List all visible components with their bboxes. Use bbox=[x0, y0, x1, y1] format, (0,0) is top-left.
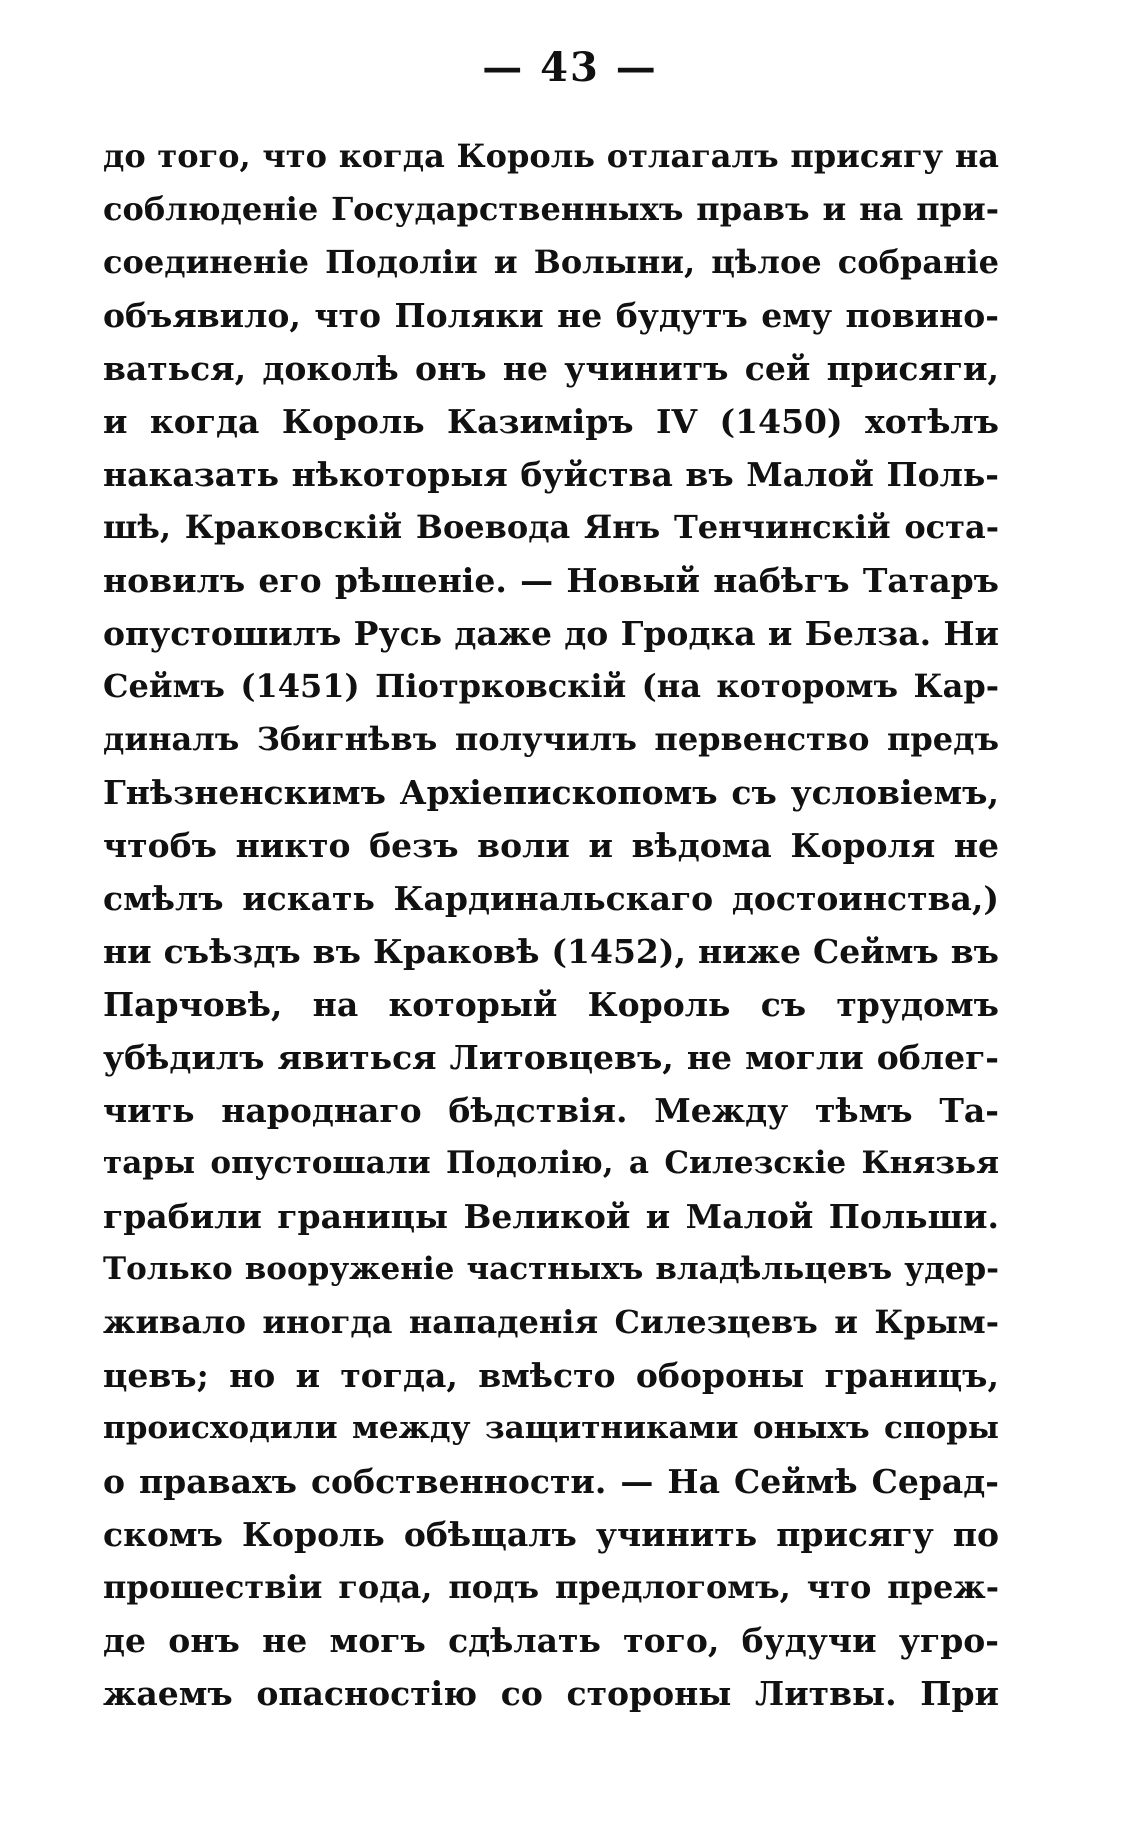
text-line: чить народнаго бѣдствія. Между тѣмъ Та- bbox=[103, 1091, 999, 1130]
text-line: жаемъ опасностію со стороны Литвы. При bbox=[103, 1674, 999, 1713]
text-line: Только вооруженіе частныхъ владѣльцевъ удер- bbox=[103, 1251, 999, 1287]
text-line: до того, что когда Король отлагалъ присягу на bbox=[103, 137, 999, 175]
text-line: диналъ Збигнѣвъ получилъ первенство предъ bbox=[103, 720, 999, 758]
text-line: тары опустошали Подолію, а Силезскіе Князья bbox=[103, 1145, 999, 1181]
text-line: соединеніе Подоліи и Волыни, цѣлое собраніе bbox=[103, 243, 999, 281]
text-line: соблюденіе Государственныхъ правъ и на при- bbox=[103, 190, 999, 228]
text-line: опустошилъ Русь даже до Гродка и Белза. Ни bbox=[103, 614, 999, 653]
text-line: Гнѣзненскимъ Архіепископомъ съ условіемъ, bbox=[103, 773, 999, 812]
text-line: Парчовѣ, на который Король съ трудомъ bbox=[103, 985, 999, 1024]
text-line: смѣлъ искать Кардинальскаго достоинства,) bbox=[103, 879, 999, 918]
text-line: объявило, что Поляки не будутъ ему повино- bbox=[103, 296, 999, 335]
page-number: — 43 — bbox=[482, 44, 658, 91]
body-text bbox=[103, 130, 999, 1720]
text-line: прошествіи года, подъ предлогомъ, что преж- bbox=[103, 1568, 999, 1606]
text-line: Сеймъ (1451) Піотрковскій (на которомъ Кар- bbox=[103, 667, 999, 705]
text-line: цевъ; но и тогда, вмѣсто обороны границъ, bbox=[103, 1356, 999, 1395]
text-line: ваться, доколѣ онъ не учинитъ сей присяги, bbox=[103, 349, 999, 388]
text-line: происходили между защитниками оныхъ споры bbox=[103, 1410, 999, 1446]
text-line: шѣ, Краковскій Воевода Янъ Тенчинскій оста- bbox=[103, 508, 999, 546]
text-line: новилъ его рѣшеніе. — Новый набѣгъ Татаръ bbox=[103, 561, 999, 600]
text-line: де онъ не могъ сдѣлать того, будучи угро- bbox=[103, 1621, 999, 1660]
text-line: и когда Король Казиміръ IV (1450) хотѣлъ bbox=[103, 402, 999, 441]
text-line: живало иногда нападенія Силезцевъ и Крым- bbox=[103, 1303, 999, 1341]
text-line: чтобъ никто безъ воли и вѣдома Короля не bbox=[103, 826, 999, 865]
text-line: ни съѣздъ въ Краковѣ (1452), ниже Сеймъ въ bbox=[103, 932, 999, 971]
text-line: о правахъ собственности. — На Сеймѣ Серад- bbox=[103, 1462, 999, 1501]
text-line: грабили границы Великой и Малой Польши. bbox=[103, 1197, 999, 1236]
text-line: скомъ Король обѣщалъ учинить присягу по bbox=[103, 1515, 999, 1554]
text-line: наказать нѣкоторыя буйства въ Малой Поль- bbox=[103, 455, 999, 494]
text-line: убѣдилъ явиться Литовцевъ, не могли облег- bbox=[103, 1038, 999, 1077]
